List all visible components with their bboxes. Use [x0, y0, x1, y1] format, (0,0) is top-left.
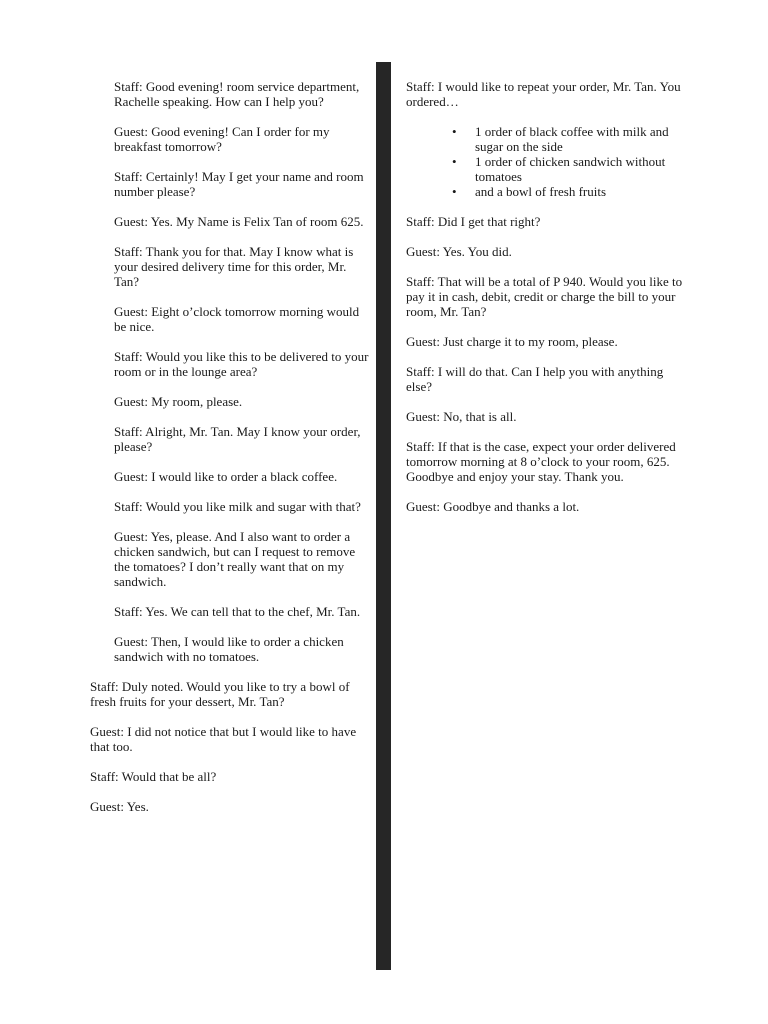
order-list [406, 124, 688, 199]
dialogue-line: Guest: Yes. [90, 799, 149, 814]
dialogue-line: Guest: My room, please. [114, 394, 243, 409]
left-column [90, 79, 370, 829]
dialogue-line: Guest: Good evening! Can I order for my breakfast tomorrow? [114, 124, 330, 154]
order-item-text: and a bowl of fresh fruits [475, 184, 607, 199]
dialogue-line: Guest: Yes. You did. [406, 244, 512, 259]
dialogue-line: Staff: Would you like this to be delivered to your room or in the lounge area? [114, 349, 369, 379]
dialogue-line: Guest: I did not notice that but I would like to have that too. [90, 724, 357, 754]
dialogue-line: Guest: I would like to order a black coffee. [114, 469, 338, 484]
list-item [452, 124, 688, 154]
dialogue-line: Guest: Just charge it to my room, please. [406, 334, 618, 349]
bullet-icon: • [452, 154, 457, 169]
dialogue-line: Staff: Did I get that right? [406, 214, 541, 229]
dialogue-line: Staff: I would like to repeat your order, Mr. Tan. You ordered… [406, 79, 681, 109]
dialogue-line: Staff: I will do that. Can I help you with anything else? [406, 364, 664, 394]
right-column [406, 79, 688, 529]
dialogue-line: Guest: No, that is all. [406, 409, 517, 424]
order-item-text: 1 order of chicken sandwich without tomatoes [475, 154, 666, 184]
dialogue-line: Staff: Certainly! May I get your name and room number please? [114, 169, 364, 199]
dialogue-line: Staff: Yes. We can tell that to the chef, Mr. Tan. [114, 604, 361, 619]
dialogue-line: Guest: Yes. My Name is Felix Tan of room 625. [114, 214, 364, 229]
dialogue-line: Staff: If that is the case, expect your order delivered tomorrow morning at 8 o’clock to your room, 625. Goodbye and enjoy your stay. Thank you. [406, 439, 676, 484]
dialogue-line: Staff: Would you like milk and sugar with that? [114, 499, 361, 514]
dialogue-line: Staff: That will be a total of P 940. Would you like to pay it in cash, debit, credit or charge the bill to your room, Mr. Tan? [406, 274, 683, 319]
dialogue-line: Staff: Would that be all? [90, 769, 217, 784]
dialogue-line: Guest: Eight o’clock tomorrow morning would be nice. [114, 304, 360, 334]
dialogue-line: Guest: Goodbye and thanks a lot. [406, 499, 580, 514]
bullet-icon: • [452, 184, 457, 199]
order-item-text: 1 order of black coffee with milk and sugar on the side [475, 124, 669, 154]
dialogue-line: Staff: Duly noted. Would you like to try a bowl of fresh fruits for your dessert, Mr. Tan? [90, 679, 350, 709]
dialogue-line: Guest: Then, I would like to order a chicken sandwich with no tomatoes. [114, 634, 344, 664]
column-divider [376, 62, 391, 970]
dialogue-line: Staff: Good evening! room service department, Rachelle speaking. How can I help you? [114, 79, 360, 109]
dialogue-line: Guest: Yes, please. And I also want to order a chicken sandwich, but can I request to remove the tomatoes? I don’t really want that on my sandwich. [114, 529, 356, 589]
list-item [452, 184, 688, 199]
dialogue-line: Staff: Thank you for that. May I know what is your desired delivery time for this order, Mr. Tan? [114, 244, 354, 289]
dialogue-line: Staff: Alright, Mr. Tan. May I know your order, please? [114, 424, 361, 454]
bullet-icon: • [452, 124, 457, 139]
list-item [452, 154, 688, 184]
